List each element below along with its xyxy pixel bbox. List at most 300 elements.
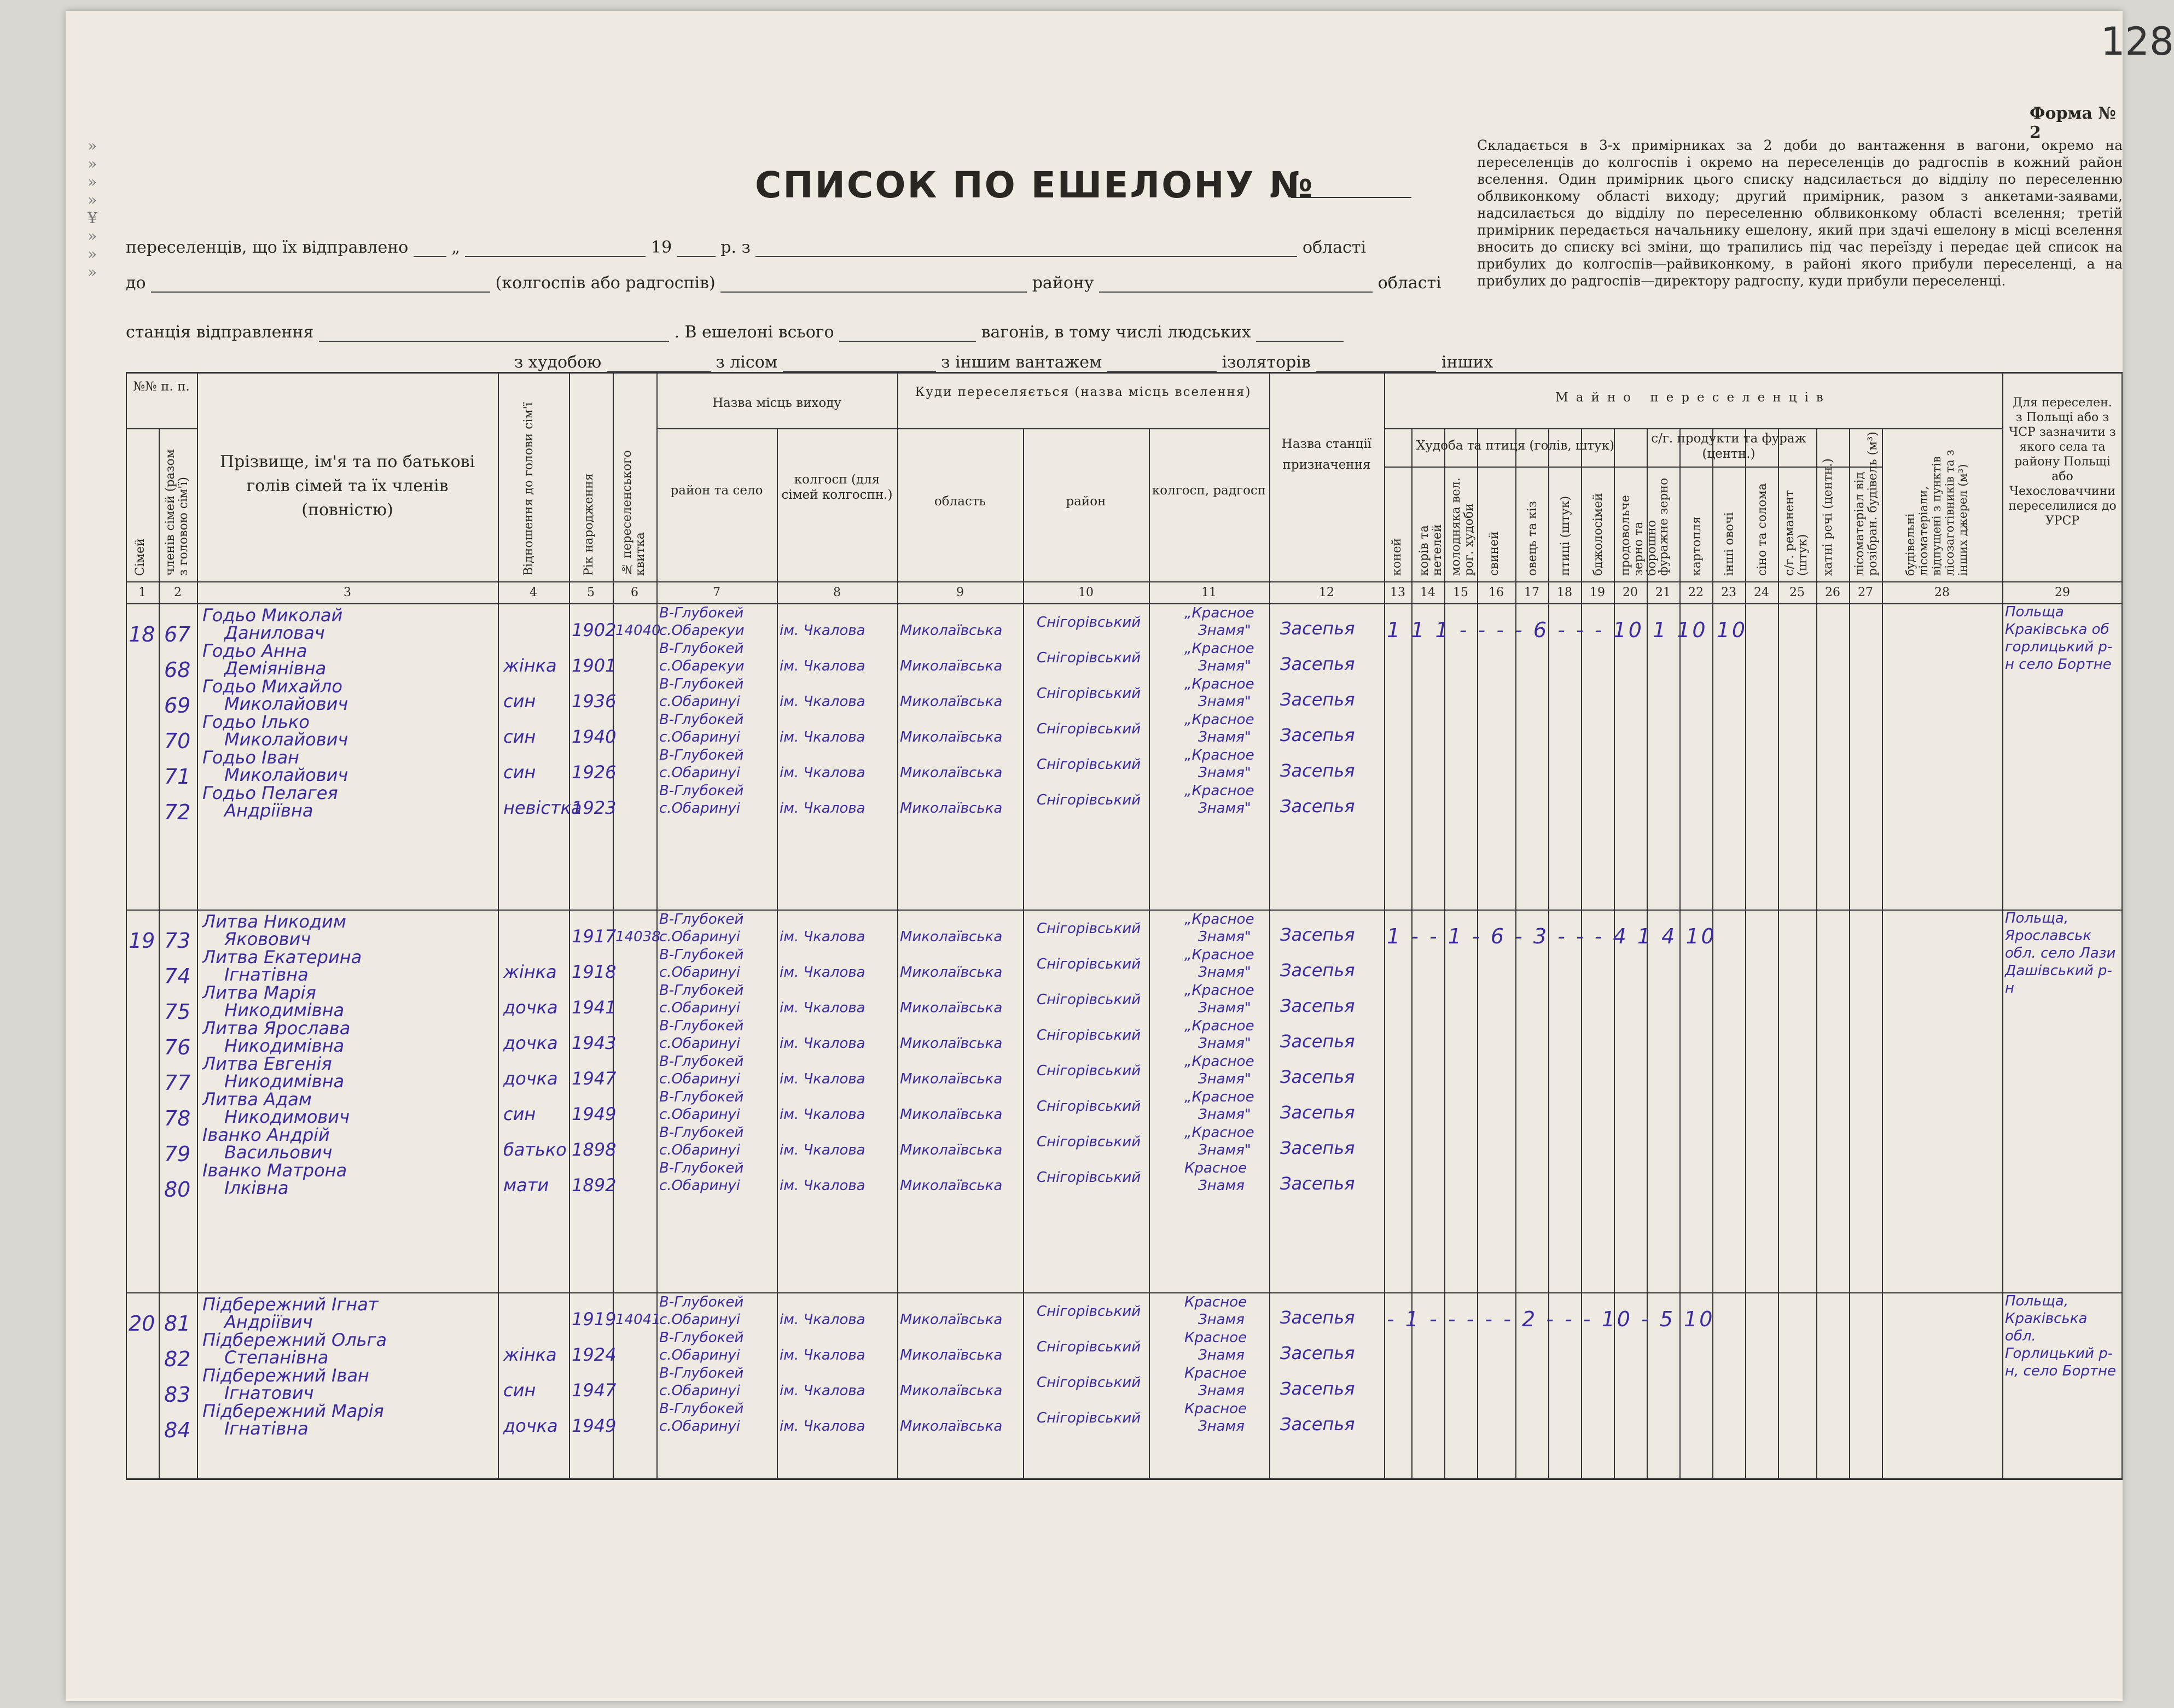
column-number: 24 [1754, 586, 1769, 599]
dest-kolkhoz-line1: Красное [1184, 1160, 1247, 1176]
person-surname-name: Литва Адам [202, 1089, 312, 1110]
dest-station: Засепья [1280, 1138, 1355, 1158]
exit-group-header: Назва місць виходу [712, 396, 841, 410]
exit-village: с.Обаринуі [659, 1311, 741, 1328]
column-number: 21 [1655, 586, 1671, 599]
exit-kolkhoz: ім. Чкалова [780, 1000, 865, 1016]
dest-raion: Снігорівський [1037, 1410, 1141, 1426]
person-surname-name: Іванко Матрона [202, 1160, 347, 1181]
col-nn-header: №№ п. п. [133, 380, 190, 394]
exit-kolkhoz: ім. Чкалова [780, 964, 865, 981]
col-24-header: сіно та солома [1756, 483, 1769, 576]
col-16-header: свиней [1487, 531, 1501, 576]
person-surname-name: Підбережний Марія [202, 1401, 384, 1421]
dest-raion: Снігорівський [1037, 1027, 1141, 1044]
header-label: з іншим вантажем [941, 353, 1102, 372]
person-patronymic: Никодимівна [224, 1071, 345, 1092]
echelon-table [126, 372, 2123, 1480]
col-3-header: Прізвище, ім'я та по батькові голів сімей та їх членів (повністю) [219, 452, 475, 520]
exit-village: с.Обаринуі [659, 1106, 741, 1123]
col-18-header: птиці (штук) [1559, 496, 1572, 576]
column-number: 4 [530, 586, 537, 599]
dest-kolkhoz-line1: „Красное [1184, 1089, 1254, 1105]
col-23-header: інші овочі [1723, 512, 1736, 576]
dest-raion: Снігорівський [1037, 1098, 1141, 1115]
col-9-header: область [934, 494, 986, 509]
birth-year: 1902 [572, 620, 617, 640]
person-patronymic: Яковович [224, 929, 311, 949]
dest-raion: Снігорівський [1037, 956, 1141, 972]
member-number: 82 [164, 1347, 191, 1371]
dest-raion: Снігорівський [1037, 992, 1141, 1008]
col-2-header: членів сімей (разом з головою сім'ї) [164, 449, 190, 576]
header-line-1 [126, 238, 1366, 257]
column-number: 10 [1078, 586, 1094, 599]
dest-oblast: Миколаївська [900, 1177, 1003, 1194]
birth-year: 1892 [572, 1175, 617, 1196]
person-patronymic: Миколайович [224, 693, 348, 714]
person-patronymic: Даниловач [224, 622, 325, 643]
dest-oblast: Миколаївська [900, 1383, 1003, 1399]
dest-kolkhoz-line2: Знамя" [1198, 658, 1251, 674]
col-10-header: район [1066, 494, 1106, 509]
col-27-header: лісоматеріал від розібран. будівель (м³) [1853, 432, 1880, 576]
exit-village: с.Обаринуі [659, 929, 741, 945]
exit-district: В-Глубокей [659, 1089, 744, 1105]
dest-kolkhoz-line2: Знамя" [1198, 693, 1251, 710]
dest-raion: Снігорівський [1037, 1303, 1141, 1320]
exit-district: В-Глубокей [659, 1294, 744, 1310]
dest-station: Засепья [1280, 1102, 1355, 1123]
member-number: 76 [164, 1035, 191, 1059]
dest-kolkhoz-line2: Знамя" [1198, 800, 1251, 817]
dest-raion: Снігорівський [1037, 1134, 1141, 1150]
dest-oblast: Миколаївська [900, 658, 1003, 674]
family-number: 19 [129, 929, 155, 953]
dest-station: Засепья [1280, 689, 1355, 710]
exit-kolkhoz: ім. Чкалова [780, 1418, 865, 1435]
header-label: до [126, 273, 146, 293]
person-patronymic: Ігнатівна [224, 1418, 309, 1439]
exit-district: В-Глубокей [659, 605, 744, 621]
col-12-header: Назва станції призначення [1281, 437, 1372, 472]
person-patronymic: Андріївич [224, 1311, 313, 1332]
member-number: 71 [164, 765, 191, 789]
dest-kolkhoz-line2: Знамя" [1198, 1071, 1251, 1087]
dest-station: Засепья [1280, 796, 1355, 817]
col-13-header: коней [1390, 538, 1404, 576]
dest-station: Засепья [1280, 654, 1355, 674]
col-4-header: Відношення до голови сім'ї [522, 402, 536, 576]
poland-origin-note: Польща Краківська об горлицький р-н село Бортне [2005, 604, 2113, 673]
col-11-header: колгосп, радгосп [1152, 483, 1266, 498]
member-number: 73 [164, 929, 191, 953]
exit-kolkhoz: ім. Чкалова [780, 1311, 865, 1328]
exit-district: В-Глубокей [659, 1018, 744, 1034]
dest-kolkhoz-line1: „Красное [1184, 911, 1254, 928]
member-number: 75 [164, 1000, 191, 1024]
header-label: з худобою [514, 353, 602, 372]
header-label: з лісом [716, 353, 778, 372]
member-number: 70 [164, 729, 191, 753]
col-5-header: Рік народження [582, 473, 596, 576]
exit-district: В-Глубокей [659, 1401, 744, 1417]
dest-kolkhoz-line1: „Красное [1184, 783, 1254, 799]
dest-kolkhoz-line1: „Красное [1184, 947, 1254, 963]
birth-year: 1947 [572, 1380, 617, 1401]
dest-kolkhoz-line1: Красное [1184, 1330, 1247, 1346]
exit-kolkhoz: ім. Чкалова [780, 1142, 865, 1158]
member-number: 79 [164, 1142, 191, 1166]
relation-to-head: жінка [503, 655, 557, 676]
birth-year: 1919 [572, 1309, 617, 1330]
dest-kolkhoz-line1: „Красное [1184, 747, 1254, 763]
exit-district: В-Глубокей [659, 911, 744, 928]
dest-kolkhoz-line1: „Красное [1184, 1018, 1254, 1034]
header-label: р. з [720, 238, 751, 257]
dest-station: Засепья [1280, 1173, 1355, 1194]
exit-kolkhoz: ім. Чкалова [780, 929, 865, 945]
exit-village: с.Обаринуі [659, 693, 741, 710]
dest-oblast: Миколаївська [900, 1347, 1003, 1363]
person-patronymic: Никодимівна [224, 1000, 345, 1021]
relation-to-head: батько [503, 1139, 567, 1160]
dest-raion: Снігорівський [1037, 1374, 1141, 1391]
column-number: 28 [1934, 586, 1950, 599]
exit-kolkhoz: ім. Чкалова [780, 658, 865, 674]
birth-year: 1918 [572, 961, 617, 982]
column-number: 11 [1201, 586, 1217, 599]
exit-village: с.Обаринуі [659, 1177, 741, 1194]
column-number: 29 [2055, 586, 2070, 599]
exit-village: с.Обаринуі [659, 1347, 741, 1363]
exit-village: с.Обаринуі [659, 1035, 741, 1052]
exit-village: с.Обаринуі [659, 729, 741, 745]
property-group-header: Майно переселенців [1555, 390, 1831, 405]
relation-to-head: невістка [503, 797, 582, 818]
dest-kolkhoz-line2: Знамя" [1198, 622, 1251, 639]
col-21-header: фуражне зерно [1657, 477, 1671, 576]
header-line-3 [126, 323, 1344, 342]
dest-kolkhoz-line2: Знамя [1198, 1383, 1245, 1399]
dest-station: Засепья [1280, 725, 1355, 745]
property-values: - 1 - - - - - 2 - - - 10 - 5 10 [1387, 1307, 1715, 1331]
exit-kolkhoz: ім. Чкалова [780, 1177, 865, 1194]
exit-village: с.Обаринуі [659, 964, 741, 981]
exit-district: В-Глубокей [659, 947, 744, 963]
header-label: 19 [651, 238, 672, 257]
person-patronymic: Андріївна [224, 800, 313, 821]
person-surname-name: Литва Евгенія [202, 1053, 332, 1074]
exit-village: с.Обаринуі [659, 1383, 741, 1399]
family-number: 20 [129, 1311, 155, 1336]
relation-to-head: мати [503, 1175, 549, 1196]
dest-station: Засепья [1280, 618, 1355, 639]
exit-kolkhoz: ім. Чкалова [780, 1035, 865, 1052]
dest-kolkhoz-line1: „Красное [1184, 1124, 1254, 1141]
dest-kolkhoz-line2: Знамя" [1198, 1035, 1251, 1052]
exit-village: с.Обаринуі [659, 765, 741, 781]
birth-year: 1947 [572, 1068, 617, 1089]
person-surname-name: Литва Ярослава [202, 1018, 351, 1039]
relation-to-head: жінка [503, 961, 557, 982]
column-number: 27 [1858, 586, 1873, 599]
column-number: 18 [1557, 586, 1572, 599]
dest-raion: Снігорівський [1037, 721, 1141, 737]
dest-raion: Снігорівський [1037, 920, 1141, 937]
exit-village: с.Обаринуі [659, 1071, 741, 1087]
person-surname-name: Литва Никодим [202, 911, 346, 932]
member-number: 68 [164, 658, 191, 682]
dest-oblast: Миколаївська [900, 622, 1003, 639]
column-number: 6 [631, 586, 638, 599]
exit-district: В-Глубокей [659, 1160, 744, 1176]
dest-kolkhoz-line1: „Красное [1184, 605, 1254, 621]
column-number: 25 [1789, 586, 1805, 599]
dest-kolkhoz-line2: Знамя [1198, 1347, 1245, 1363]
dest-oblast: Миколаївська [900, 1418, 1003, 1435]
birth-year: 1943 [572, 1033, 617, 1053]
person-patronymic: Ігнатівна [224, 964, 309, 985]
dest-kolkhoz-line2: Знамя" [1198, 729, 1251, 745]
birth-year: 1923 [572, 797, 617, 818]
member-number: 83 [164, 1383, 191, 1407]
column-number: 26 [1825, 586, 1840, 599]
dest-oblast: Миколаївська [900, 964, 1003, 981]
relation-to-head: жінка [503, 1344, 557, 1365]
person-patronymic: Миколайович [224, 765, 348, 785]
member-number: 69 [164, 693, 191, 718]
ticket-number: 14038 [615, 929, 661, 945]
column-number: 7 [713, 586, 720, 599]
relation-to-head: дочка [503, 1068, 558, 1089]
person-surname-name: Годьо Анна [202, 640, 307, 661]
dest-kolkhoz-line2: Знамя" [1198, 964, 1251, 981]
col-17-header: овець та кіз [1526, 501, 1539, 576]
dest-oblast: Миколаївська [900, 1106, 1003, 1123]
dest-kolkhoz-line1: Красное [1184, 1365, 1247, 1381]
relation-to-head: дочка [503, 1415, 558, 1436]
exit-kolkhoz: ім. Чкалова [780, 800, 865, 817]
column-number: 22 [1688, 586, 1704, 599]
document-title: СПИСОК ПО ЕШЕЛОНУ № [755, 164, 1315, 206]
col-6-header: № переселенського квитка [620, 450, 647, 576]
column-number: 9 [956, 586, 964, 599]
header-label: ізоляторів [1222, 353, 1311, 372]
column-number: 17 [1524, 586, 1539, 599]
poland-origin-note: Польща, Ярославськ обл. село Лази Дашівський р-н [2005, 910, 2116, 996]
dest-raion: Снігорівський [1037, 756, 1141, 773]
relation-to-head: син [503, 762, 536, 783]
column-number: 12 [1319, 586, 1334, 599]
dest-kolkhoz-line1: „Красное [1184, 712, 1254, 728]
relation-to-head: син [503, 1380, 536, 1401]
dest-oblast: Миколаївська [900, 1071, 1003, 1087]
header-label: (колгоспів або радгоспів) [495, 273, 716, 293]
header-label: району [1032, 273, 1094, 293]
column-number: 5 [587, 586, 595, 599]
ticket-number: 14041 [615, 1311, 661, 1328]
col-20-header: продовольче зерно та борошно [1619, 495, 1659, 576]
header-label: області [1303, 238, 1367, 257]
member-number: 80 [164, 1177, 191, 1202]
dest-kolkhoz-line2: Знамя" [1198, 929, 1251, 945]
punch-marks: » » » » ¥ » » » [88, 137, 97, 281]
column-number: 1 [138, 586, 146, 599]
person-patronymic: Миколайович [224, 729, 348, 750]
dest-oblast: Миколаївська [900, 1142, 1003, 1158]
exit-village: с.Обаринуі [659, 1418, 741, 1435]
col-8-header: колгосп (для сімей колгоспн.) [781, 473, 893, 502]
header-line-4 [514, 353, 1493, 372]
column-number: 23 [1721, 586, 1736, 599]
col-29-header: Для переселен. з Польщі або з ЧСР зазначити з якого села та району Польщі або Чехословаччини переселилися до УРСР [2008, 396, 2117, 528]
exit-kolkhoz: ім. Чкалова [780, 765, 865, 781]
exit-district: В-Глубокей [659, 676, 744, 692]
poland-origin-note: Польща, Краківська обл. Горлицький р-н, село Бортне [2005, 1293, 2116, 1379]
dest-oblast: Миколаївська [900, 765, 1003, 781]
dest-kolkhoz-line2: Знамя" [1198, 1000, 1251, 1016]
form-number: Форма № 2 [2030, 104, 2116, 142]
dest-kolkhoz-line1: „Красное [1184, 982, 1254, 999]
birth-year: 1949 [572, 1415, 617, 1436]
dest-oblast: Миколаївська [900, 929, 1003, 945]
dest-station: Засепья [1280, 1343, 1355, 1363]
dest-station: Засепья [1280, 960, 1355, 981]
col-26-header: хатні речі (центн.) [1821, 458, 1835, 576]
col-14-header: корів та нетелей [1417, 524, 1444, 576]
birth-year: 1917 [572, 926, 617, 947]
dest-station: Засепья [1280, 760, 1355, 781]
dest-raion: Снігорівський [1037, 1169, 1141, 1186]
dest-station: Засепья [1280, 924, 1355, 945]
member-number: 77 [164, 1071, 191, 1095]
person-patronymic: Ігнатович [224, 1383, 314, 1403]
person-surname-name: Іванко Андрій [202, 1124, 330, 1145]
col-19-header: бджолосімей [1591, 493, 1605, 576]
exit-village: с.Обарекуи [659, 658, 745, 674]
instructions-text: Складається в 3-х примірниках за 2 доби до вантаження в вагони, окремо на переселенців до колгоспів і окремо на переселенців до радгоспів в кожний район вселення. Один примірник цього списку надсилається до відділу по переселенню облвиконкому області виходу; другий примірник, разом з анкетами-заявами, надсилається до відділу по переселенню облвиконкому області вселення; третій примірник передається начальнику ешелону, який при здачі ешелону в місці вселення вносить до списку всі зміни, що трапились під час переїзду і передає цей список на прибулих до колгоспів—райвиконкому, в районі якого прибули переселенці, а на прибулих до радгоспів—директору радгоспу, куди прибули переселенці. [1477, 137, 2123, 289]
column-number: 2 [174, 586, 182, 599]
birth-year: 1901 [572, 655, 617, 676]
dest-kolkhoz-line1: Красное [1184, 1294, 1247, 1310]
relation-to-head: син [503, 691, 536, 712]
member-number: 74 [164, 964, 191, 988]
dest-station: Засепья [1280, 1378, 1355, 1399]
person-patronymic: Васильович [224, 1142, 333, 1163]
column-number: 19 [1590, 586, 1605, 599]
column-number: 14 [1420, 586, 1435, 599]
member-number: 81 [164, 1311, 191, 1336]
person-surname-name: Литва Марія [202, 982, 316, 1003]
birth-year: 1949 [572, 1104, 617, 1124]
exit-district: В-Глубокей [659, 982, 744, 999]
dest-oblast: Миколаївська [900, 1000, 1003, 1016]
birth-year: 1941 [572, 997, 617, 1018]
exit-district: В-Глубокей [659, 1365, 744, 1381]
person-patronymic: Деміянівна [224, 658, 327, 679]
dest-kolkhoz-line2: Знамя" [1198, 765, 1251, 781]
dest-oblast: Миколаївська [900, 729, 1003, 745]
dest-raion: Снігорівський [1037, 685, 1141, 702]
dest-kolkhoz-line2: Знамя [1198, 1177, 1245, 1194]
col-28-header: будівельні лісоматеріали, відпущені з пунктів лісозаготівників та з інших джерел (м³) [1904, 450, 1969, 576]
exit-kolkhoz: ім. Чкалова [780, 1347, 865, 1363]
dest-oblast: Миколаївська [900, 1311, 1003, 1328]
col-1-header: Сімей [133, 538, 147, 576]
header-line-2 [126, 273, 1441, 293]
dest-raion: Снігорівський [1037, 792, 1141, 808]
dest-raion: Снігорівський [1037, 1063, 1141, 1079]
exit-village: с.Обаринуі [659, 800, 741, 817]
header-label: вагонів, в тому числі людських [981, 323, 1251, 342]
exit-kolkhoz: ім. Чкалова [780, 1106, 865, 1123]
dest-kolkhoz-line1: Красное [1184, 1401, 1247, 1417]
exit-kolkhoz: ім. Чкалова [780, 1383, 865, 1399]
member-number: 67 [164, 622, 191, 646]
dest-raion: Снігорівський [1037, 614, 1141, 631]
property-values: 1 - - 1 - 6 - 3 - - - 4 1 4 10 [1387, 924, 1717, 948]
person-surname-name: Годьо Миколай [202, 605, 343, 626]
exit-kolkhoz: ім. Чкалова [780, 693, 865, 710]
dest-kolkhoz-line2: Знамя [1198, 1418, 1245, 1435]
col-15-header: молодняка вел. рог. худоби [1449, 477, 1476, 576]
ticket-number: 14040 [615, 622, 661, 639]
exit-district: В-Глубокей [659, 1124, 744, 1141]
member-number: 72 [164, 800, 191, 824]
livestock-group-header: Худоба та птиця (голів, штук) [1416, 439, 1614, 453]
relation-to-head: син [503, 1104, 536, 1124]
dest-kolkhoz-line2: Знамя" [1198, 1106, 1251, 1123]
page-number: 128 [2101, 19, 2174, 64]
dest-oblast: Миколаївська [900, 693, 1003, 710]
document-sheet [66, 11, 2174, 1701]
family-number: 18 [129, 622, 155, 646]
member-number: 78 [164, 1106, 191, 1130]
column-number: 13 [1390, 586, 1405, 599]
dest-kolkhoz-line2: Знамя [1198, 1311, 1245, 1328]
dest-kolkhoz-line2: Знамя" [1198, 1142, 1251, 1158]
column-number: 3 [344, 586, 351, 599]
exit-village: с.Обаринуі [659, 1000, 741, 1016]
exit-district: В-Глубокей [659, 640, 744, 657]
birth-year: 1924 [572, 1344, 617, 1365]
person-surname-name: Годьо Ілько [202, 712, 310, 732]
dest-kolkhoz-line1: „Красное [1184, 676, 1254, 692]
person-surname-name: Підбережний Іван [202, 1365, 369, 1386]
column-number: 15 [1453, 586, 1468, 599]
dest-station: Засепья [1280, 995, 1355, 1016]
header-label: станція відправлення [126, 323, 314, 342]
exit-kolkhoz: ім. Чкалова [780, 622, 865, 639]
property-values: 1 1 1 - - - - 6 - - - 10 1 10 10 [1387, 618, 1748, 642]
col-7-header: район та село [670, 483, 763, 498]
header-label: області [1377, 273, 1441, 293]
col-22-header: картопля [1690, 516, 1704, 576]
column-number: 20 [1623, 586, 1638, 599]
exit-district: В-Глубокей [659, 712, 744, 728]
person-surname-name: Годьо Іван [202, 747, 299, 768]
exit-kolkhoz: ім. Чкалова [780, 1071, 865, 1087]
birth-year: 1940 [572, 726, 617, 747]
dest-oblast: Миколаївська [900, 800, 1003, 817]
header-label: інших [1441, 353, 1493, 372]
dest-station: Засепья [1280, 1031, 1355, 1052]
birth-year: 1898 [572, 1139, 617, 1160]
exit-district: В-Глубокей [659, 747, 744, 763]
dest-kolkhoz-line1: „Красное [1184, 1053, 1254, 1070]
person-surname-name: Підбережний Ольга [202, 1330, 387, 1350]
